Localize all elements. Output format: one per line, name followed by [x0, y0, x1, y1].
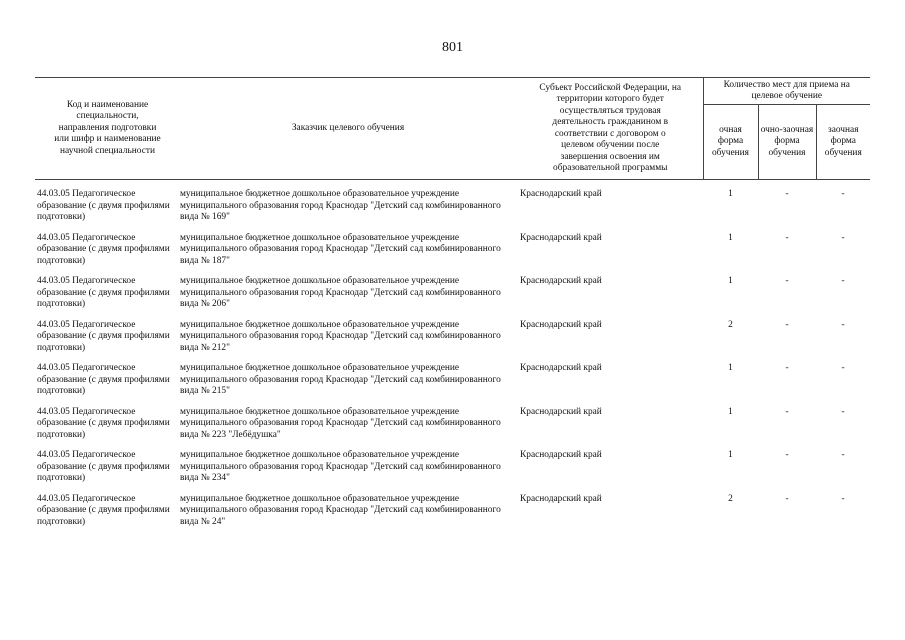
cell-code: 44.03.05 Педагогическое образование (с двумя профилями подготовки) [37, 363, 170, 396]
cell-code: 44.03.05 Педагогическое образование (с двумя профилями подготовки) [37, 276, 170, 309]
cell-ochno-zaochno: - [785, 276, 789, 286]
table-row [35, 320, 870, 364]
header-customer: Заказчик целевого обучения [178, 78, 518, 180]
cell-ochno: 1 [728, 363, 733, 373]
cell-customer: муниципальное бюджетное дошкольное образовательное учреждение муниципального образования город Краснодар "Детский сад комбинированного вида № 215" [180, 363, 501, 396]
table-header [35, 78, 870, 180]
cell-code: 44.03.05 Педагогическое образование (с двумя профилями подготовки) [37, 406, 170, 440]
cell-zaochno: - [841, 406, 845, 417]
table-row [35, 233, 870, 277]
cell-customer: муниципальное бюджетное дошкольное образовательное учреждение муниципального образования город Краснодар "Детский сад комбинированного вида № 206" [180, 276, 501, 309]
cell-customer: муниципальное бюджетное дошкольное образовательное учреждение муниципального образования город Краснодар "Детский сад комбинированного вида № 212" [180, 319, 501, 353]
cell-region: Краснодарский край [520, 406, 602, 417]
table-row [35, 189, 870, 233]
cell-region: Краснодарский край [520, 276, 602, 286]
cell-ochno: 1 [728, 232, 733, 243]
cell-code: 44.03.05 Педагогическое образование (с двумя профилями подготовки) [37, 189, 170, 222]
target-admission-table [35, 77, 870, 537]
table-body [35, 180, 870, 538]
cell-region: Краснодарский край [520, 232, 602, 243]
cell-code: 44.03.05 Педагогическое образование (с двумя профилями подготовки) [37, 232, 170, 266]
cell-code: 44.03.05 Педагогическое образование (с двумя профилями подготовки) [37, 450, 170, 483]
cell-zaochno: - [841, 363, 845, 373]
header-code: Код и наименование специальности, направления подготовки или шифр и наименование научной специальности [35, 78, 178, 180]
cell-code: 44.03.05 Педагогическое образование (с двумя профилями подготовки) [37, 493, 170, 527]
header-quantity: Количество мест для приема на целевое обучение [703, 78, 870, 105]
cell-ochno-zaochno: - [785, 363, 789, 373]
cell-customer: муниципальное бюджетное дошкольное образовательное учреждение муниципального образования город Краснодар "Детский сад комбинированного вида № 234" [180, 450, 501, 483]
cell-zaochno: - [841, 319, 845, 330]
cell-ochno-zaochno: - [785, 450, 789, 460]
table-row [35, 407, 870, 451]
cell-ochno: 2 [728, 493, 733, 504]
table-row [35, 276, 870, 320]
cell-region: Краснодарский край [520, 363, 602, 373]
cell-customer: муниципальное бюджетное дошкольное образовательное учреждение муниципального образования город Краснодар "Детский сад комбинированного вида № 24" [180, 493, 501, 527]
cell-zaochno: - [841, 450, 845, 460]
cell-customer: муниципальное бюджетное дошкольное образовательное учреждение муниципального образования город Краснодар "Детский сад комбинированного вида № 223 "Лебёдушка" [180, 406, 501, 440]
page-number: 801 [442, 40, 463, 55]
cell-ochno: 1 [728, 276, 733, 286]
cell-zaochno: - [841, 232, 845, 243]
cell-zaochno: - [841, 189, 845, 199]
cell-zaochno: - [841, 493, 845, 504]
cell-ochno: 1 [728, 189, 733, 199]
cell-ochno-zaochno: - [785, 493, 789, 504]
header-ochno-zaochno: очно-заочная форма обучения [758, 105, 816, 180]
table-row [35, 494, 870, 538]
cell-ochno-zaochno: - [785, 189, 789, 199]
cell-ochno-zaochno: - [785, 406, 789, 417]
cell-region: Краснодарский край [520, 319, 602, 330]
cell-ochno: 1 [728, 406, 733, 417]
cell-region: Краснодарский край [520, 493, 602, 504]
cell-zaochno: - [841, 276, 845, 286]
cell-ochno: 1 [728, 450, 733, 460]
header-region: Субъект Российской Федерации, на территории которого будет осуществляться трудовая деятельность гражданином в соответствии с договором о целевом обучении после завершения освоения им образовательной программы [518, 78, 703, 180]
cell-customer: муниципальное бюджетное дошкольное образовательное учреждение муниципального образования город Краснодар "Детский сад комбинированного вида № 169" [180, 189, 501, 222]
cell-code: 44.03.05 Педагогическое образование (с двумя профилями подготовки) [37, 319, 170, 353]
table-row [35, 363, 870, 407]
header-zaochno: заочная форма обучения [816, 105, 870, 180]
cell-customer: муниципальное бюджетное дошкольное образовательное учреждение муниципального образования город Краснодар "Детский сад комбинированного вида № 187" [180, 232, 501, 266]
header-ochno: очная форма обучения [703, 105, 758, 180]
cell-ochno-zaochno: - [785, 232, 789, 243]
table-row [35, 450, 870, 494]
cell-region: Краснодарский край [520, 450, 602, 460]
cell-ochno-zaochno: - [785, 319, 789, 330]
cell-ochno: 2 [728, 319, 733, 330]
cell-region: Краснодарский край [520, 189, 602, 199]
